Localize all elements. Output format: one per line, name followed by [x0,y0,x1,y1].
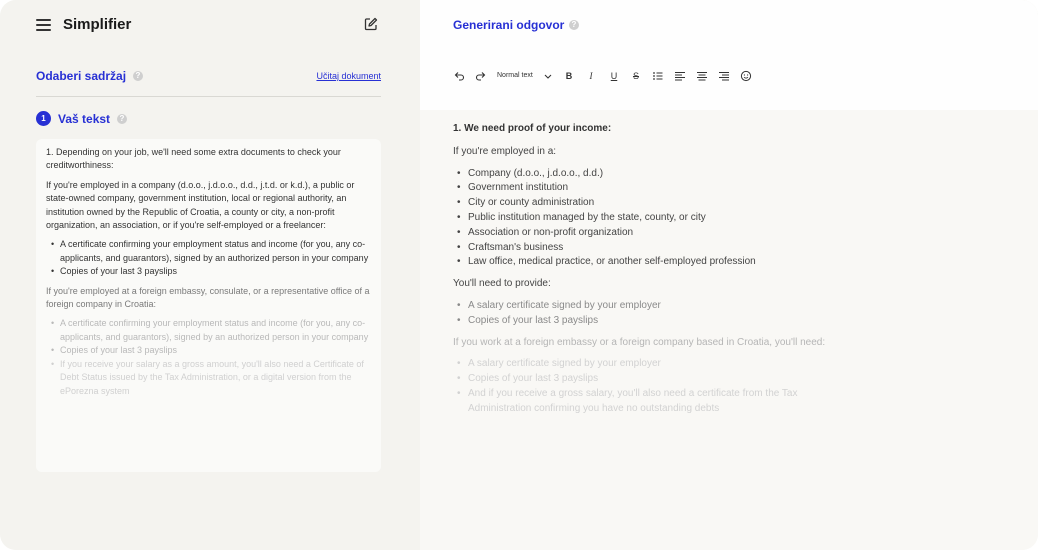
list-item: • Public institution managed by the state, county, or city [453,211,843,226]
strikethrough-button[interactable]: S [632,71,639,81]
load-document-link[interactable]: Učitaj dokument [316,71,381,81]
help-icon[interactable]: ? [117,114,127,124]
fade-overlay [36,412,381,472]
answer-list [453,299,843,329]
align-left-icon[interactable] [674,69,686,83]
text-paragraph: 1. Depending on your job, we'll need some extra documents to check your creditworthiness: [46,147,341,171]
text-style-select[interactable]: Normal text [497,72,533,79]
editor-toolbar [453,69,773,83]
redo-icon[interactable] [475,69,487,83]
answer-list [453,167,843,271]
list-item: • Government institution [453,181,843,196]
step-header [36,111,236,129]
source-text-area[interactable] [36,139,381,472]
text-paragraph: If you're employed at a foreign embassy, consulate, or a representative office of a foreign company in Croatia: [46,285,370,310]
answer-paragraph: You'll need to provide: [453,278,551,290]
menu-icon[interactable] [36,19,51,31]
align-center-icon[interactable] [696,69,708,83]
list-item: • Copies of your last 3 payslips [453,372,843,387]
chevron-down-icon[interactable] [543,69,553,83]
align-right-icon[interactable] [718,69,730,83]
list-item: • A certificate confirming your employment status and income (for you, any co-applicants, and guarantors), signed by an authorized person in your company [46,238,371,265]
step-number-badge: 1 [36,111,51,126]
list-item: • A certificate confirming your employment status and income (for you, any co-applicants, and guarantors), signed by an authorized person in your company [46,317,371,344]
list-item: • Law office, medical practice, or another self-employed profession [453,255,843,270]
list-item: • Association or non-profit organization [453,226,843,241]
section-title: Odaberi sadržaj [36,69,127,83]
answer-heading: 1. We need proof of your income: [453,123,612,134]
top-bar [36,14,380,38]
emoji-icon[interactable] [740,69,752,83]
bullet-list-icon[interactable] [652,69,664,83]
list-item: • Copies of your last 3 payslips [453,314,843,329]
text-paragraph: If you're employed in a company (d.o.o., j.d.o.o., d.d., j.t.d. or k.d.), a public or state-owned company, government institution, local or regional authority, an institution owned by the Republic of Croatia, a county or city, a non-profit organization, an association, or if you're self-employed or a freelancer: [46,179,355,231]
right-panel [420,0,1038,550]
content-section-header [36,68,381,86]
text-list [46,238,371,278]
divider [36,96,381,97]
edit-icon[interactable] [364,17,378,31]
list-item: • Copies of your last 3 payslips [46,344,371,357]
app-title: Simplifier [63,16,132,33]
list-item: • A salary certificate signed by your employer [453,299,843,314]
answer-paragraph: If you work at a foreign embassy or a foreign company based in Croatia, you'll need: [453,336,826,348]
list-item: • If you receive your salary as a gross amount, you'll also need a Certificate of Debt Status issued by the Tax Administration, or a digital version from the ePorezna system [46,358,371,398]
answer-list [453,357,843,416]
undo-icon[interactable] [453,69,465,83]
underline-button[interactable]: U [610,71,618,81]
list-item: • Copies of your last 3 payslips [46,265,371,278]
header-highlight [420,0,1038,110]
help-icon[interactable]: ? [133,71,143,81]
text-list [46,317,371,397]
list-item: • Company (d.o.o., j.d.o.o., d.d.) [453,167,843,182]
step-title: Vaš tekst [58,112,111,126]
list-item: • A salary certificate signed by your employer [453,357,843,372]
answer-paragraph: If you're employed in a: [453,145,557,157]
generated-answer-editor[interactable] [453,122,843,424]
italic-button[interactable]: I [589,71,593,81]
list-item: • City or county administration [453,196,843,211]
list-item: • And if you receive a gross salary, you'll also need a certificate from the Tax Administration confirming you have no outstanding debts [453,387,843,417]
bold-button[interactable]: B [565,71,573,81]
generated-answer-title: Generirani odgovor [453,18,565,32]
help-icon[interactable]: ? [569,20,579,30]
list-item: • Craftsman's business [453,241,843,256]
left-panel [0,0,420,550]
